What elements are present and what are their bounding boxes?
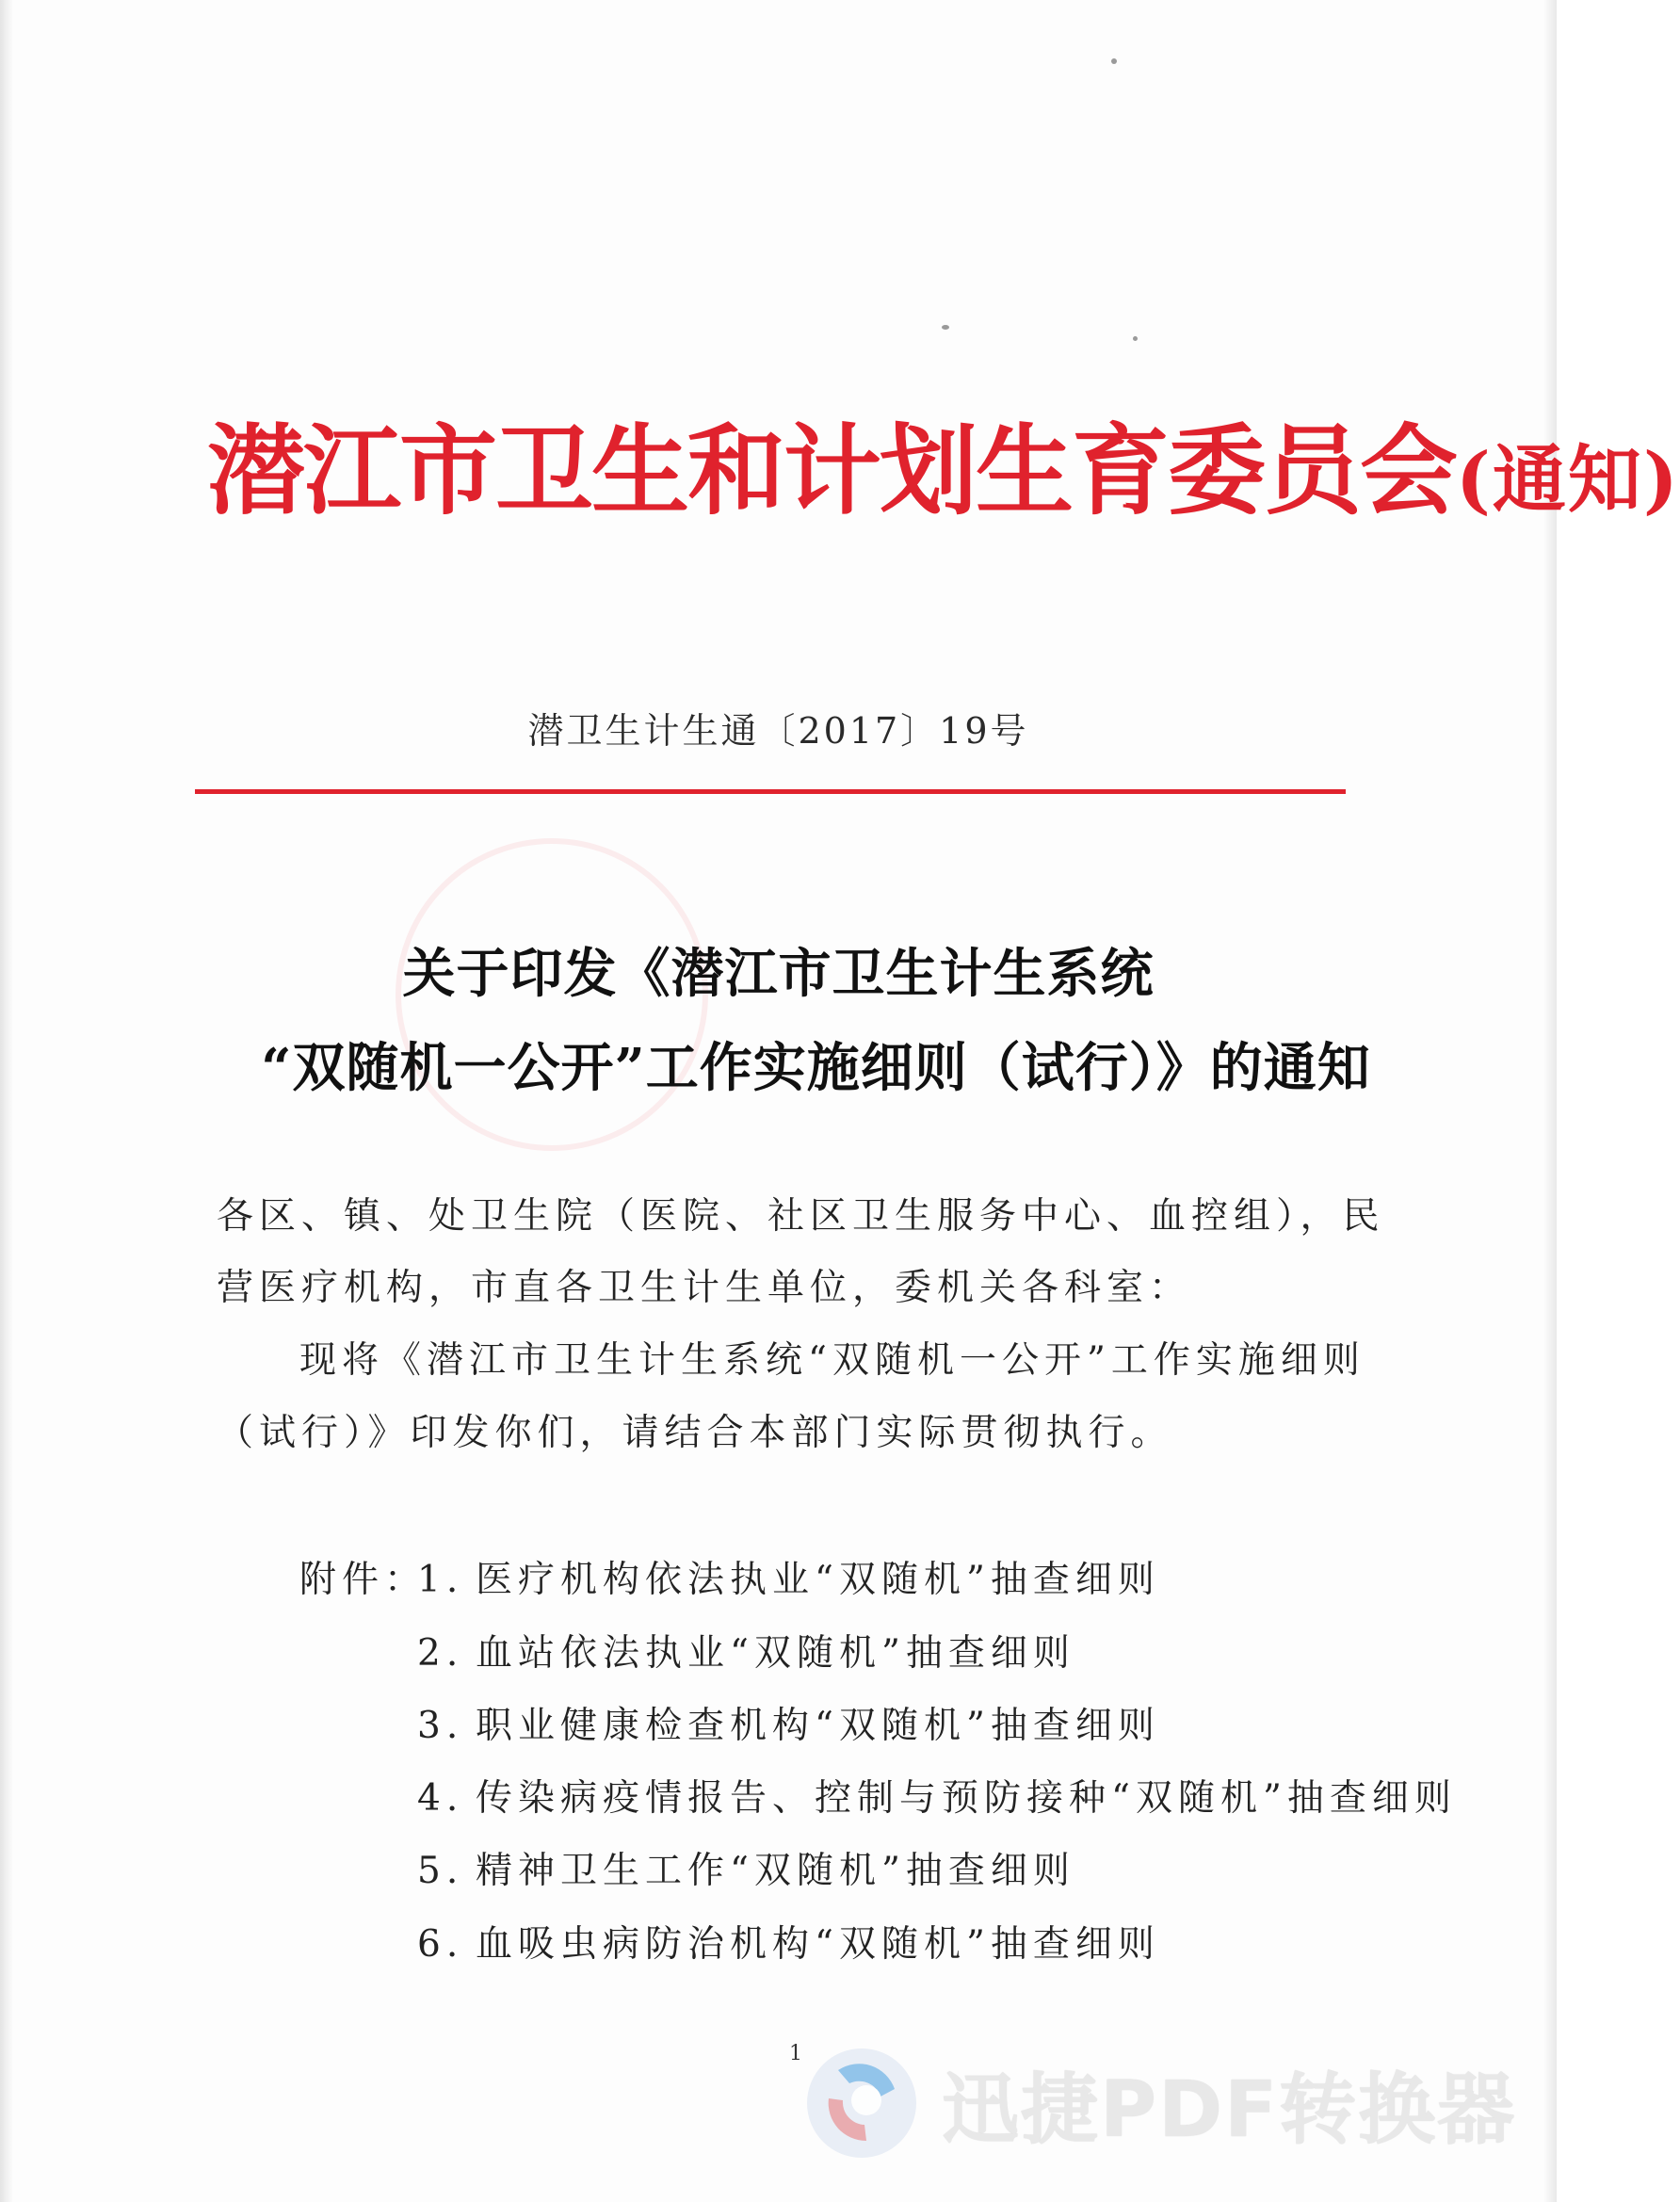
document-title-line2: “双随机一公开”工作实施细则（试行）》的通知	[261, 1037, 1371, 1099]
attachment-number: 5.	[417, 1850, 464, 1892]
agency-suffix: (通知)	[1456, 437, 1680, 523]
attachment-number: 2.	[417, 1632, 464, 1675]
header-divider	[195, 789, 1346, 794]
attachment-item	[417, 1843, 1075, 1900]
page-number: 1	[789, 2042, 802, 2065]
attachment-item	[417, 1698, 1160, 1755]
attachment-item	[417, 1552, 1160, 1609]
attachment-text: 精神卫生工作“双随机”抽查细则	[476, 1850, 1075, 1892]
watermark	[800, 2042, 1516, 2164]
scan-speck	[942, 325, 949, 330]
attachment-number: 6.	[417, 1923, 464, 1966]
attachment-number: 3.	[417, 1705, 464, 1747]
pdf-converter-logo-icon	[800, 2042, 923, 2164]
attachment-number: 1.	[417, 1559, 464, 1601]
recipients-line1: 各区、镇、处卫生院（医院、社区卫生服务中心、血控组），民	[217, 1195, 1385, 1238]
body-paragraph-line2: （试行）》印发你们，请结合本部门实际贯彻执行。	[217, 1412, 1173, 1454]
body-paragraph-line1: 现将《潜江市卫生计生系统“双随机一公开”工作实施细则	[299, 1339, 1365, 1382]
attachment-text: 血吸虫病防治机构“双随机”抽查细则	[476, 1923, 1160, 1966]
attachment-item	[417, 1626, 1075, 1682]
watermark-text: 迅捷PDF转换器	[942, 2064, 1517, 2155]
attachment-text: 血站依法执业“双随机”抽查细则	[476, 1632, 1075, 1675]
agency-name: 潜江市卫生和计划生育委员会	[207, 413, 1457, 528]
scan-edge-left	[0, 0, 13, 2202]
agency-header	[207, 396, 1680, 556]
attachment-text: 职业健康检查机构“双随机”抽查细则	[476, 1705, 1160, 1747]
scan-speck	[1111, 58, 1117, 64]
attachment-text: 医疗机构依法执业“双随机”抽查细则	[476, 1559, 1160, 1601]
scan-speck	[1133, 336, 1138, 341]
document-title-line1: 关于印发《潜江市卫生计生系统	[402, 943, 1155, 1005]
attachments-label: 附件：	[299, 1559, 428, 1601]
recipients-line2: 营医疗机构，市直各卫生计生单位，委机关各科室：	[217, 1267, 1192, 1309]
attachment-item	[417, 1917, 1160, 1973]
document-number: 潜卫生计生通〔2017〕19号	[527, 710, 1029, 752]
attachment-number: 4.	[417, 1777, 464, 1820]
attachment-text: 传染病疫情报告、控制与预防接种“双随机”抽查细则	[476, 1777, 1457, 1820]
attachment-item	[417, 1771, 1457, 1827]
